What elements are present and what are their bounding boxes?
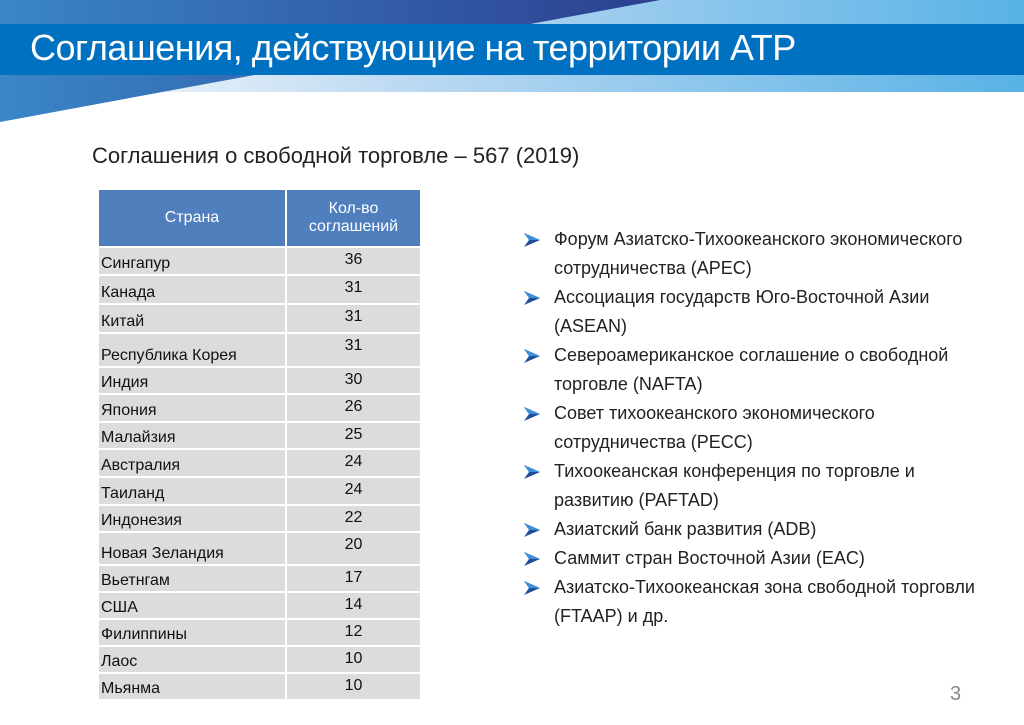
count-cell: 10 [286,646,421,673]
count-cell: 26 [286,394,421,422]
count-cell: 17 [286,565,421,592]
country-cell: Новая Зеландия [98,532,286,565]
table-row [98,394,421,422]
subtitle: Соглашения о свободной торговле – 567 (2019) [92,143,580,168]
list-item [522,399,992,457]
list-item [522,544,992,573]
table-row [98,449,421,477]
list-item [522,283,992,341]
organization-text: Форум Азиатско-Тихоокеанского экономического сотрудничества (APEC) [554,229,963,278]
country-cell: Сингапур [98,247,286,275]
count-cell: 22 [286,505,421,532]
list-item [522,341,992,399]
country-cell: Китай [98,304,286,333]
count-cell: 14 [286,592,421,619]
count-cell: 30 [286,367,421,394]
arrow-bullet-icon [524,581,540,595]
organization-text: Саммит стран Восточной Азии (EAC) [554,548,865,568]
table-row [98,333,421,367]
country-cell: США [98,592,286,619]
arrow-bullet-icon [524,291,540,305]
country-cell: Австралия [98,449,286,477]
country-cell: Япония [98,394,286,422]
organization-text: Совет тихоокеанского экономического сотрудничества (PECC) [554,403,875,452]
table-row [98,505,421,532]
count-cell: 31 [286,304,421,333]
organization-text: Азиатский банк развития (ADB) [554,519,817,539]
count-cell: 12 [286,619,421,646]
country-cell: Индонезия [98,505,286,532]
table-row [98,619,421,646]
table-row [98,532,421,565]
page-number: 3 [950,683,962,705]
table-row [98,565,421,592]
country-cell: Индия [98,367,286,394]
table-row [98,477,421,505]
arrow-bullet-icon [524,349,540,363]
page-title: Соглашения, действующие на территории АТР [30,27,796,68]
count-cell: 31 [286,333,421,367]
count-cell: 24 [286,477,421,505]
count-cell: 31 [286,275,421,304]
agreements-table [97,188,422,701]
list-item [522,573,992,631]
list-item [522,225,992,283]
table-row [98,422,421,449]
organization-text: Североамериканское соглашение о свободной торговле (NAFTA) [554,345,949,394]
country-cell: Вьетнгам [98,565,286,592]
table-row [98,247,421,275]
table-row [98,646,421,673]
count-cell: 24 [286,449,421,477]
count-cell: 25 [286,422,421,449]
organization-text: Ассоциация государств Юго-Восточной Азии (ASEAN) [554,287,930,336]
list-item [522,515,992,544]
country-cell: Малайзия [98,422,286,449]
arrow-bullet-icon [524,552,540,566]
organization-text: Азиатско-Тихоокеанская зона свободной торговли (FTAAP) и др. [554,577,975,626]
count-cell: 10 [286,673,421,700]
column-header-count: Кол-во соглашений [286,189,421,247]
table-row [98,275,421,304]
organization-text: Тихоокеанская конференция по торговле и развитию (PAFTAD) [554,461,915,510]
country-cell: Филиппины [98,619,286,646]
table-row [98,367,421,394]
country-cell: Канада [98,275,286,304]
table-row [98,673,421,700]
count-cell: 20 [286,532,421,565]
column-header-country: Страна [98,189,286,247]
count-cell: 36 [286,247,421,275]
list-item [522,457,992,515]
country-cell: Лаос [98,646,286,673]
country-cell: Республика Корея [98,333,286,367]
organizations-list [522,225,992,631]
arrow-bullet-icon [524,465,540,479]
table-row [98,592,421,619]
arrow-bullet-icon [524,233,540,247]
table-row [98,304,421,333]
arrow-bullet-icon [524,407,540,421]
country-cell: Таиланд [98,477,286,505]
arrow-bullet-icon [524,523,540,537]
country-cell: Мьянма [98,673,286,700]
